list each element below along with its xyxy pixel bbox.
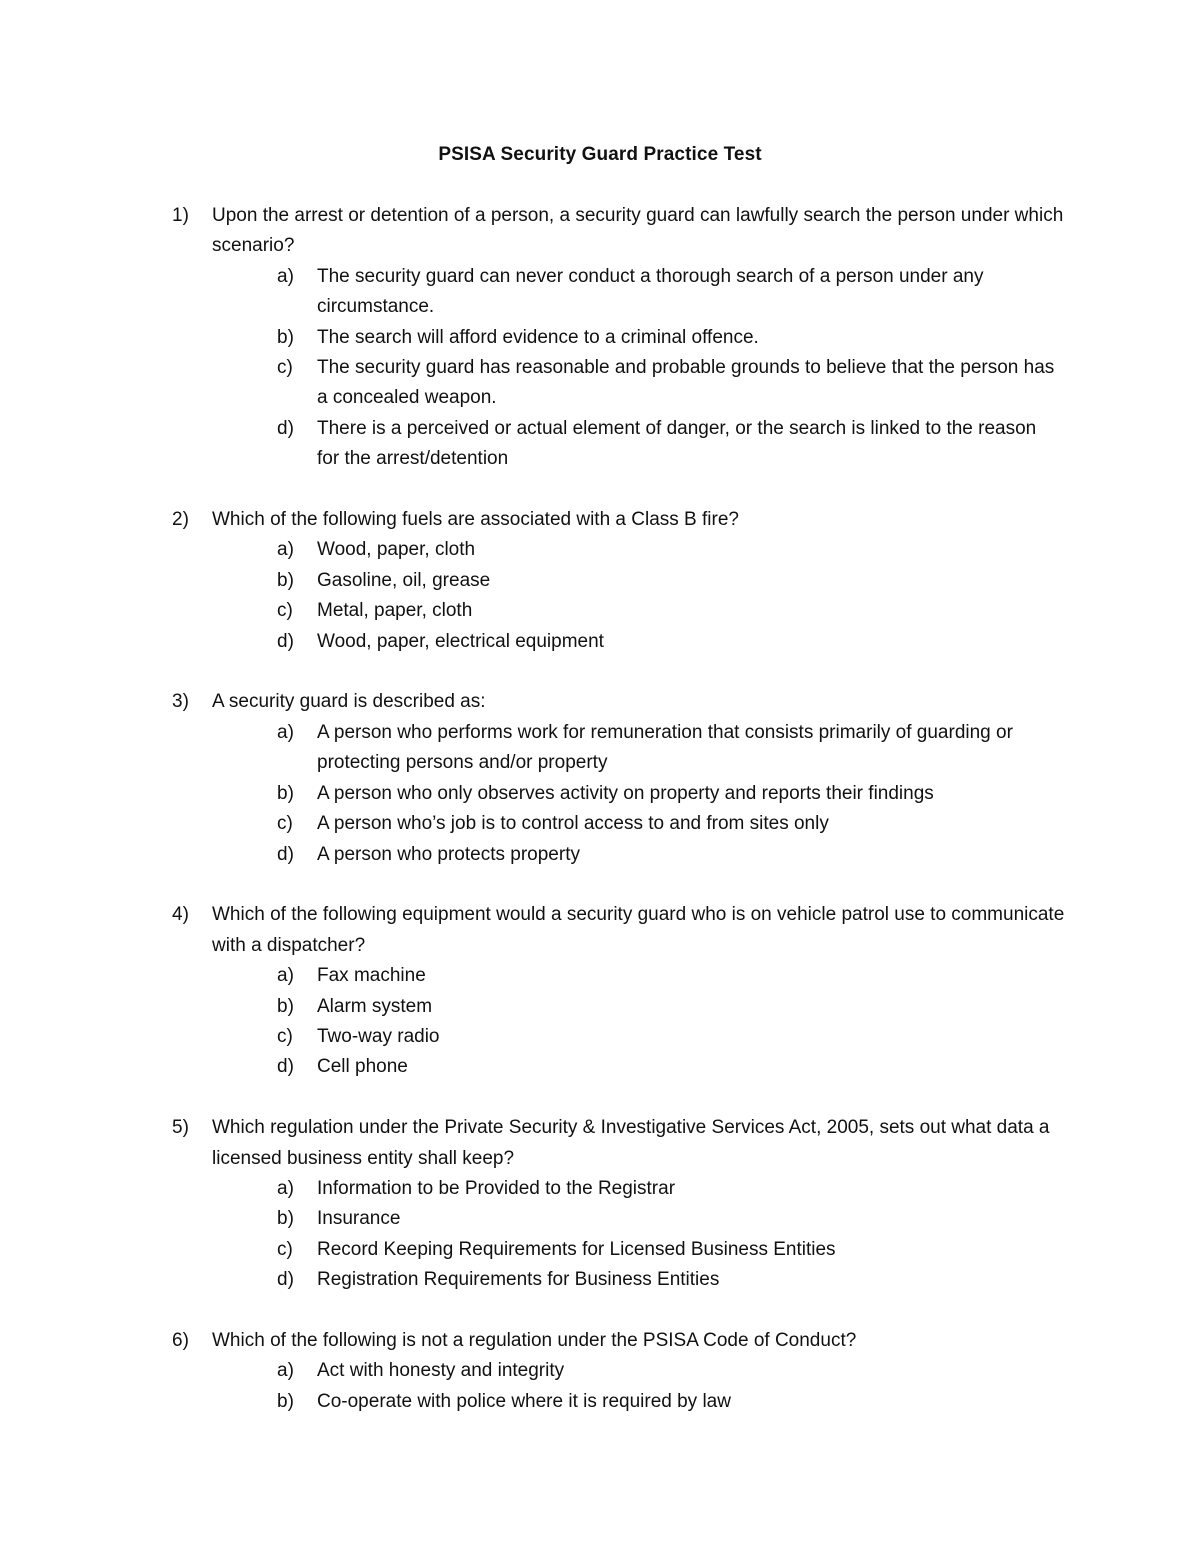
option-letter: d) [277, 630, 294, 652]
option-text: A person who protects property [317, 843, 580, 865]
question-item [172, 201, 1072, 475]
option-text: Registration Requirements for Business Entities [317, 1269, 720, 1291]
question-number: 6) [172, 1329, 189, 1351]
answer-option [277, 627, 1062, 657]
option-letter: b) [277, 1390, 294, 1412]
question-list [172, 201, 1072, 1448]
answer-option [277, 566, 1062, 596]
answer-option [277, 414, 1062, 475]
question-item [172, 687, 1072, 869]
question-number: 2) [172, 509, 189, 531]
answer-option [277, 992, 1062, 1022]
answer-option [277, 1174, 1062, 1204]
option-letter: a) [277, 265, 294, 287]
answer-option [277, 596, 1062, 626]
answer-options [277, 961, 1072, 1083]
answer-option [277, 779, 1062, 809]
option-text: Cell phone [317, 1056, 408, 1078]
answer-option [277, 1265, 1062, 1295]
question-text: Which of the following fuels are associated with a Class B fire? [212, 509, 739, 531]
answer-option [277, 323, 1062, 353]
option-text: Metal, paper, cloth [317, 600, 473, 622]
question-number: 5) [172, 1117, 189, 1139]
option-letter: a) [277, 1177, 294, 1199]
option-text: Wood, paper, cloth [317, 539, 476, 561]
question-item [172, 900, 1072, 1082]
option-letter: b) [277, 995, 294, 1017]
option-text: A person who’s job is to control access to and from sites only [317, 813, 829, 835]
answer-option [277, 1356, 1062, 1386]
question-text: Which of the following equipment would a security guard who is on vehicle patrol use to communicate with a dispatcher? [212, 904, 1065, 956]
option-text: Fax machine [317, 965, 426, 987]
option-text: The search will afford evidence to a criminal offence. [317, 326, 759, 348]
option-letter: d) [277, 843, 294, 865]
answer-option [277, 1022, 1062, 1052]
option-letter: a) [277, 539, 294, 561]
option-text: Record Keeping Requirements for Licensed Business Entities [317, 1238, 836, 1260]
option-text: Gasoline, oil, grease [317, 569, 491, 591]
answer-option [277, 535, 1062, 565]
option-letter: c) [277, 600, 293, 622]
option-text: Wood, paper, electrical equipment [317, 630, 604, 652]
option-text: Act with honesty and integrity [317, 1360, 565, 1382]
page-title: PSISA Security Guard Practice Test [438, 144, 762, 165]
option-text: The security guard can never conduct a thorough search of a person under any circumstance. [317, 265, 984, 318]
question-number: 3) [172, 691, 189, 713]
question-number: 1) [172, 205, 189, 226]
option-text: There is a perceived or actual element of danger, or the search is linked to the reason for the arrest/detention [317, 417, 1037, 470]
answer-option [277, 1204, 1062, 1234]
option-letter: b) [277, 326, 294, 348]
answer-option [277, 1387, 1062, 1417]
question-text: Upon the arrest or detention of a person, a security guard can lawfully search the person under which scenario? [212, 205, 1064, 257]
answer-option [277, 840, 1062, 870]
option-text: The security guard has reasonable and probable grounds to believe that the person has a concealed weapon. [317, 357, 1055, 409]
answer-options [277, 718, 1072, 870]
option-text: Insurance [317, 1208, 401, 1230]
option-letter: a) [277, 1360, 294, 1382]
option-letter: c) [277, 1238, 293, 1260]
answer-options [277, 262, 1072, 475]
option-text: Two-way radio [317, 1025, 440, 1047]
question-item [172, 1113, 1072, 1295]
question-text: A security guard is described as: [212, 691, 486, 713]
option-letter: d) [277, 1269, 294, 1291]
answer-option [277, 809, 1062, 839]
option-text: Co-operate with police where it is required by law [317, 1390, 731, 1412]
question-text: Which regulation under the Private Security & Investigative Services Act, 2005, sets out what data a licensed business entity shall keep? [212, 1117, 1050, 1169]
option-text: A person who only observes activity on property and reports their findings [317, 782, 934, 804]
option-letter: b) [277, 782, 294, 804]
question-item [172, 505, 1072, 657]
option-letter: b) [277, 569, 294, 591]
option-letter: d) [277, 1056, 294, 1078]
question-text: Which of the following is not a regulation under the PSISA Code of Conduct? [212, 1329, 857, 1351]
answer-option [277, 961, 1062, 991]
answer-option [277, 262, 1062, 323]
option-letter: c) [277, 813, 293, 835]
option-letter: a) [277, 721, 294, 743]
answer-options [277, 535, 1072, 657]
option-letter: c) [277, 1025, 293, 1047]
answer-options [277, 1356, 1072, 1417]
option-text: A person who performs work for remuneration that consists primarily of guarding or protecting persons and/or property [317, 721, 1013, 774]
question-number: 4) [172, 904, 189, 926]
option-letter: c) [277, 357, 293, 379]
answer-option [277, 353, 1062, 414]
option-letter: a) [277, 965, 294, 987]
option-letter: b) [277, 1208, 294, 1230]
option-letter: d) [277, 417, 294, 439]
answer-option [277, 1052, 1062, 1082]
answer-option [277, 1235, 1062, 1265]
option-text: Alarm system [317, 995, 433, 1017]
answer-option [277, 718, 1062, 779]
answer-options [277, 1174, 1072, 1296]
question-item [172, 1326, 1072, 1417]
option-text: Information to be Provided to the Registrar [317, 1177, 676, 1199]
